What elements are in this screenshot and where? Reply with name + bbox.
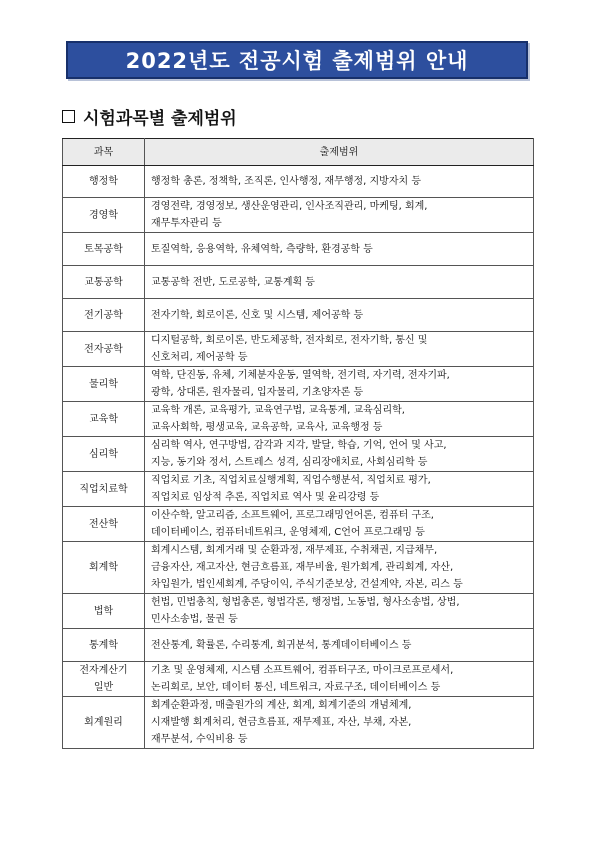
subject-cell <box>63 629 145 662</box>
table-row <box>63 697 534 749</box>
page-banner <box>66 41 528 79</box>
subject-cell <box>63 594 145 629</box>
table-row <box>63 332 534 367</box>
scope-cell <box>145 697 534 749</box>
table-row <box>63 542 534 594</box>
scope-text: 회계순환과정, 매출원가의 계산, 회계, 회계기준의 개념체계, <box>151 700 412 711</box>
scope-text: 논리회로, 보안, 데이터 통신, 네트워크, 자료구조, 데이터베이스 등 <box>151 682 441 693</box>
table-row <box>63 594 534 629</box>
scope-text: 교육학 개론, 교육평가, 교육연구법, 교육통계, 교육심리학, <box>151 405 405 416</box>
scope-cell <box>145 629 534 662</box>
table-row <box>63 662 534 697</box>
scope-cell <box>145 198 534 233</box>
subject-text: 경영학 <box>89 209 118 221</box>
subject-cell <box>63 437 145 472</box>
table-row <box>63 299 534 332</box>
scope-text: 데이터베이스, 컴퓨터네트워크, 운영체제, C언어 프로그래밍 등 <box>151 527 425 538</box>
table-row <box>63 437 534 472</box>
subject-cell <box>63 697 145 749</box>
checkbox-icon <box>62 110 75 123</box>
table-row <box>63 233 534 266</box>
scope-text: 금융자산, 재고자산, 현금흐름표, 재무비율, 원가회계, 관리회계, 자산, <box>151 562 454 573</box>
scope-cell <box>145 542 534 594</box>
scope-text: 교육사회학, 평생교육, 교육공학, 교육사, 교육행정 등 <box>151 422 383 433</box>
subject-text: 전기공학 <box>84 309 123 321</box>
scope-text: 민사소송법, 물권 등 <box>151 614 238 625</box>
subject-cell <box>63 507 145 542</box>
subject-cell <box>63 367 145 402</box>
header-subject: 과목 <box>63 139 145 166</box>
subject-text: 회계원리 <box>84 717 123 728</box>
scope-text: 광학, 상대론, 원자물리, 입자물리, 기초양자론 등 <box>151 387 364 398</box>
subject-text: 교통공학 <box>84 276 123 288</box>
table-row <box>63 507 534 542</box>
scope-text: 전자기학, 회로이론, 신호 및 시스템, 제어공학 등 <box>151 309 364 321</box>
subject-text: 전자공학 <box>84 343 123 355</box>
section-heading <box>62 104 237 129</box>
scope-text: 시재발행 회계처리, 현금흐름표, 재무제표, 자산, 부채, 자본, <box>151 717 412 728</box>
scope-text: 재무투자관리 등 <box>151 218 222 229</box>
table-row <box>63 402 534 437</box>
subject-text: 전산학 <box>89 518 118 530</box>
scope-cell <box>145 437 534 472</box>
subject-text: 법학 <box>93 605 114 617</box>
subject-cell <box>63 166 145 198</box>
scope-text: 경영전략, 경영정보, 생산운영관리, 인사조직관리, 마케팅, 회계, <box>151 201 428 212</box>
subject-cell <box>63 198 145 233</box>
scope-cell <box>145 233 534 266</box>
subject-text: 토목공학 <box>84 243 123 255</box>
scope-cell <box>145 594 534 629</box>
subject-text: 통계학 <box>89 639 118 651</box>
subject-text: 일반 <box>93 682 114 693</box>
subject-text: 심리학 <box>89 448 118 460</box>
scope-text: 헌법, 민법총칙, 형법총론, 형법각론, 행정법, 노동법, 형사소송법, 상법, <box>151 597 460 608</box>
scope-text: 지능, 동기와 정서, 스트레스 성격, 심리장애치료, 사회심리학 등 <box>151 457 428 468</box>
section-title: 시험과목별 출제범위 <box>83 109 237 129</box>
scope-text: 차입원가, 법인세회계, 주당이익, 주식기준보상, 건설계약, 자본, 리스 등 <box>151 579 463 590</box>
scope-cell <box>145 266 534 299</box>
subject-cell <box>63 402 145 437</box>
table-row <box>63 629 534 662</box>
scope-text: 기초 및 운영체제, 시스템 소프트웨어, 컴퓨터구조, 마이크로프로세서, <box>151 665 454 676</box>
scope-cell <box>145 166 534 198</box>
scope-text: 회계시스템, 회계거래 및 순환과정, 재무제표, 수취채권, 지급채무, <box>151 545 438 556</box>
scope-text: 디지털공학, 회로이론, 반도체공학, 전자회로, 전자기학, 통신 및 <box>151 335 428 346</box>
table-row <box>63 198 534 233</box>
scope-text: 직업치료 기초, 직업치료실행계획, 직업수행분석, 직업치료 평가, <box>151 475 431 486</box>
scope-text: 직업치료 임상적 추론, 직업치료 역사 및 윤리강령 등 <box>151 492 380 503</box>
subject-cell <box>63 299 145 332</box>
scope-text: 토질역학, 응용역학, 유체역학, 측량학, 환경공학 등 <box>151 243 373 255</box>
table-header-row <box>63 139 534 166</box>
subject-cell <box>63 233 145 266</box>
scope-text: 전산통계, 확률론, 수리통계, 회귀분석, 통계데이터베이스 등 <box>151 639 412 651</box>
subject-cell <box>63 542 145 594</box>
subject-text: 회계학 <box>89 562 118 573</box>
scope-text: 이산수학, 알고리즘, 소프트웨어, 프로그래밍언어론, 컴퓨터 구조, <box>151 510 434 521</box>
scope-text: 역학, 단진동, 유체, 기체분자운동, 열역학, 전기력, 자기력, 전자기파, <box>151 370 450 381</box>
scope-text: 재무분석, 수익비용 등 <box>151 734 248 745</box>
table-row <box>63 472 534 507</box>
scope-cell <box>145 367 534 402</box>
subject-cell <box>63 472 145 507</box>
subject-text: 물리학 <box>89 378 118 390</box>
table-row <box>63 166 534 198</box>
scope-cell <box>145 507 534 542</box>
header-scope: 출제범위 <box>145 139 534 166</box>
scope-text: 교통공학 전반, 도로공학, 교통계획 등 <box>151 276 315 288</box>
table-row <box>63 266 534 299</box>
subject-cell <box>63 662 145 697</box>
subject-cell <box>63 266 145 299</box>
table-row <box>63 367 534 402</box>
scope-cell <box>145 332 534 367</box>
scope-text: 행정학 총론, 정책학, 조직론, 인사행정, 재무행정, 지방자치 등 <box>151 176 421 187</box>
scope-text: 심리학 역사, 연구방법, 감각과 지각, 발달, 학습, 기억, 언어 및 사고, <box>151 440 447 451</box>
subject-text: 직업치료학 <box>79 483 128 495</box>
table-body <box>63 166 534 749</box>
subject-text: 전자계산기 <box>79 665 128 676</box>
scope-cell <box>145 402 534 437</box>
subject-cell <box>63 332 145 367</box>
scope-cell <box>145 299 534 332</box>
scope-text: 신호처리, 제어공학 등 <box>151 352 248 363</box>
scope-cell <box>145 662 534 697</box>
exam-scope-table <box>62 138 534 749</box>
subject-text: 행정학 <box>89 176 118 187</box>
scope-cell <box>145 472 534 507</box>
page-title: 2022년도 전공시험 출제범위 안내 <box>125 49 469 73</box>
subject-text: 교육학 <box>89 413 118 425</box>
